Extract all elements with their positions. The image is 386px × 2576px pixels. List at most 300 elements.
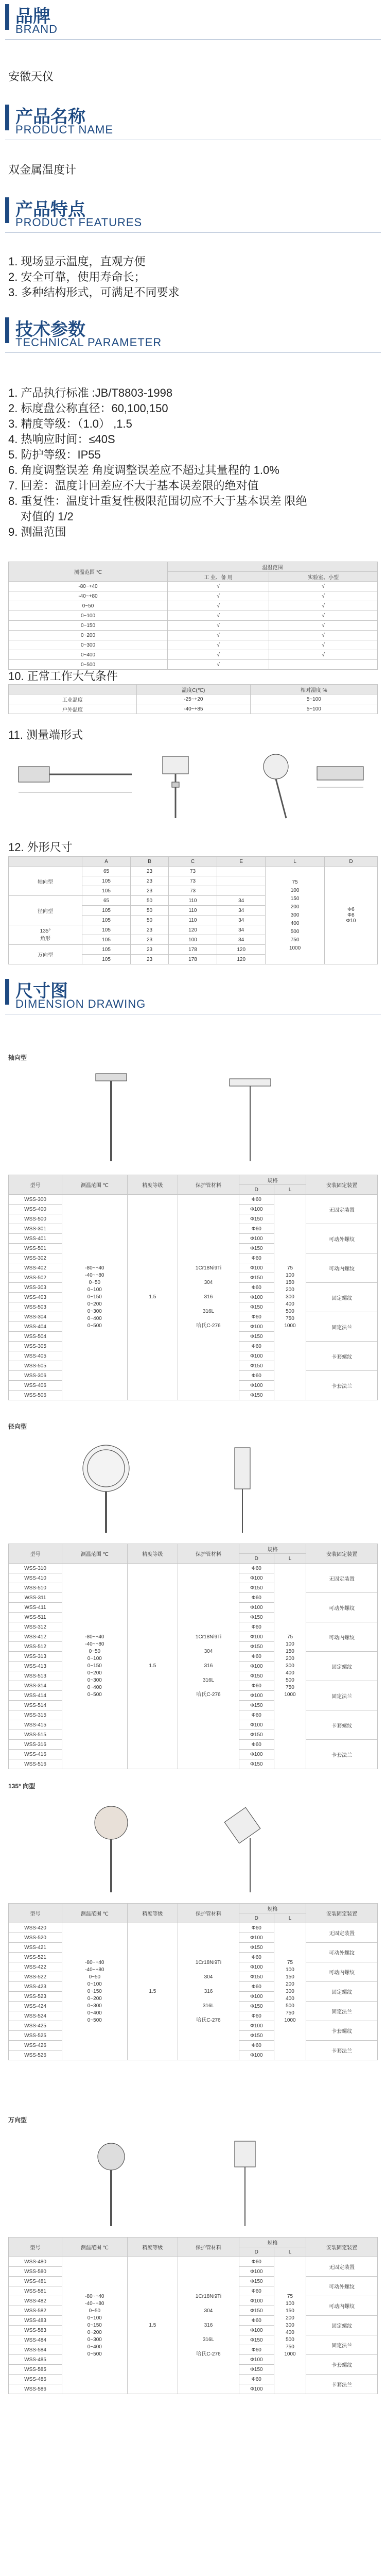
table-row: [9, 694, 378, 704]
dims-value: 50: [131, 906, 169, 916]
table-row: [9, 601, 378, 611]
model-code: WSS-411: [9, 1603, 62, 1613]
model-mount: 固定法兰: [306, 1312, 378, 1342]
tech-item: 6. 角度调整误差 角度调整误差应不超过其量程的 1.0%: [8, 464, 279, 477]
table-row: [9, 1195, 378, 1205]
model-diameter: Φ100: [239, 1632, 274, 1642]
model-diameter: Φ60: [239, 1371, 274, 1381]
model-diameter: Φ150: [239, 1972, 274, 1982]
model-diameter: Φ100: [239, 1720, 274, 1730]
model-diameter: Φ100: [239, 1933, 274, 1943]
model-diameter: Φ60: [239, 1564, 274, 1573]
model-code: WSS-485: [9, 2355, 62, 2365]
model-code: WSS-506: [9, 1391, 62, 1400]
model-diameter: Φ150: [239, 1273, 274, 1283]
tech-item: 1. 产品执行标准 :JB/T8803-1998: [8, 386, 173, 399]
model-diameter: Φ100: [239, 2267, 274, 2277]
env-humidity: 5~100: [250, 694, 377, 704]
model-diameter: Φ60: [239, 1982, 274, 1992]
dims-header: E: [217, 857, 266, 867]
model-diameter: Φ100: [239, 1293, 274, 1302]
model-code: WSS-425: [9, 2021, 62, 2031]
dims-value: 73: [168, 886, 217, 896]
industrial-mark: √: [168, 640, 269, 650]
model-code: WSS-301: [9, 1224, 62, 1234]
model-header: 规格: [239, 1175, 306, 1185]
model-code: WSS-582: [9, 2306, 62, 2316]
model-mount: 无固定装置: [306, 2257, 378, 2277]
env-humidity-header: 相对湿度 %: [250, 685, 377, 694]
range-value: 0~200: [9, 631, 168, 640]
model-length: 75 100 150 200 300 400 500 750 1000: [274, 2257, 306, 2394]
model-diameter: Φ150: [239, 1391, 274, 1400]
env-humidity: 5~100: [250, 704, 377, 714]
model-header: 精度等级: [127, 1544, 178, 1564]
model-code: WSS-514: [9, 1701, 62, 1710]
model-subheader: L: [274, 2247, 306, 2257]
product-name-title-en: PRODUCT NAME: [15, 123, 114, 136]
model-code: WSS-525: [9, 2031, 62, 2041]
model-diameter: Φ100: [239, 2296, 274, 2306]
model-subheader: D: [239, 2247, 274, 2257]
model-code: WSS-515: [9, 1730, 62, 1740]
model-diameter: Φ60: [239, 1253, 274, 1263]
table-row: [9, 1923, 378, 1933]
model-header: 测温范围 ℃: [62, 1175, 128, 1195]
model-code: WSS-310: [9, 1564, 62, 1573]
model-code: WSS-484: [9, 2335, 62, 2345]
model-header: 安装固定装置: [306, 1175, 378, 1195]
model-header: 测温范围 ℃: [62, 1904, 128, 1923]
table-row: [9, 2257, 378, 2267]
model-table: [8, 1175, 378, 1400]
lab-mark: √: [269, 601, 378, 611]
model-mount: 固定螺纹: [306, 2316, 378, 2335]
model-header: 测温范围 ℃: [62, 2238, 128, 2257]
model-subheader: D: [239, 1554, 274, 1564]
model-diameter: Φ60: [239, 2345, 274, 2355]
model-mount: 卡套螺纹: [306, 1710, 378, 1740]
model-length: 75 100 150 200 300 400 500 750 1000: [274, 1195, 306, 1400]
model-code: WSS-412: [9, 1632, 62, 1642]
model-diameter: Φ60: [239, 1652, 274, 1662]
model-diameter: Φ100: [239, 2384, 274, 2394]
model-code: WSS-401: [9, 1234, 62, 1244]
dims-value: 23: [131, 886, 169, 896]
model-length: 75 100 150 200 300 400 500 750 1000: [274, 1923, 306, 2060]
model-code: WSS-305: [9, 1342, 62, 1351]
model-code: WSS-585: [9, 2365, 62, 2375]
dims-value: 50: [131, 896, 169, 906]
model-mount: 无固定装置: [306, 1564, 378, 1593]
env-title: 10. 正常工作大气条件: [8, 670, 118, 683]
model-diameter: Φ150: [239, 1332, 274, 1342]
model-diameter: Φ150: [239, 2306, 274, 2316]
table-row: [9, 704, 378, 714]
model-mount: 可动外螺纹: [306, 1593, 378, 1622]
model-range: -80~+40 -40~+80 0~50 0~100 0~150 0~200 0~300 0~400 0~500: [62, 1195, 128, 1400]
dims-value: 73: [168, 876, 217, 886]
dims-value: 23: [131, 925, 169, 935]
model-diameter: Φ60: [239, 2316, 274, 2326]
lab-mark: √: [269, 650, 378, 660]
model-code: WSS-304: [9, 1312, 62, 1322]
model-diameter: Φ60: [239, 1953, 274, 1962]
model-diameter: Φ150: [239, 1943, 274, 1953]
thermometer-drawing: [8, 1792, 378, 1895]
model-diameter: Φ60: [239, 1283, 274, 1293]
model-material: 1Cr18Ni9Ti 304 316 316L 哈氏C-276: [178, 2257, 239, 2394]
product-name-section: [0, 100, 386, 176]
model-code: WSS-581: [9, 2286, 62, 2296]
drawing-heading: [0, 975, 386, 1011]
model-mount: 固定螺纹: [306, 1982, 378, 2002]
features-section: [0, 193, 386, 299]
lab-mark: √: [269, 640, 378, 650]
dims-value: 105: [82, 935, 130, 945]
model-range: -80~+40 -40~+80 0~50 0~100 0~150 0~200 0~300 0~400 0~500: [62, 2257, 128, 2394]
env-temp-header: 温度C(℃): [137, 685, 251, 694]
model-code: WSS-586: [9, 2384, 62, 2394]
model-table: [8, 2237, 378, 2394]
model-code: WSS-505: [9, 1361, 62, 1371]
dims-value: 105: [82, 886, 130, 896]
features-heading: [0, 193, 386, 229]
model-diameter: Φ60: [239, 2041, 274, 2050]
model-diameter: Φ100: [239, 1962, 274, 1972]
mount-forms-drawing: [8, 746, 378, 828]
model-code: WSS-402: [9, 1263, 62, 1273]
table-row: [9, 1564, 378, 1573]
model-code: WSS-423: [9, 1982, 62, 1992]
dims-value: 105: [82, 876, 130, 886]
env-temperature: -25~+20: [137, 694, 251, 704]
model-code: WSS-523: [9, 1992, 62, 2002]
range-value: 0~50: [9, 601, 168, 611]
model-mount: 可动外螺纹: [306, 1224, 378, 1253]
dims-header: L: [266, 857, 325, 867]
model-mount: 卡套螺纹: [306, 1342, 378, 1371]
range-value: 0~400: [9, 650, 168, 660]
range-value: 0~300: [9, 640, 168, 650]
model-table: [8, 1544, 378, 1769]
dims-value: 120: [168, 925, 217, 935]
thermometer-drawing: [8, 2126, 378, 2229]
drawing-title: 尺寸图: [15, 981, 68, 1001]
model-header: 规格: [239, 1904, 306, 1913]
model-header: 安装固定装置: [306, 1904, 378, 1923]
model-code: WSS-513: [9, 1671, 62, 1681]
env-temperature: -40~+85: [137, 704, 251, 714]
group-label: 轴向型: [8, 1054, 27, 1061]
thermometer-drawing: [8, 1063, 378, 1166]
tech-item: 8. 重复性：温度计重复性极限范围切应不大于基本误差 限绝: [8, 495, 307, 507]
model-diameter: Φ150: [239, 2365, 274, 2375]
industrial-mark: √: [168, 601, 269, 611]
features-title-en: PRODUCT FEATURES: [15, 216, 143, 229]
brand-title: 品牌: [15, 7, 50, 26]
dims-value: 34: [217, 916, 266, 925]
model-header: 型号: [9, 1175, 62, 1195]
model-diameter: Φ60: [239, 1710, 274, 1720]
model-code: WSS-312: [9, 1622, 62, 1632]
model-code: WSS-512: [9, 1642, 62, 1652]
range-value: 0~100: [9, 611, 168, 621]
dims-value: 23: [131, 867, 169, 876]
model-header: 型号: [9, 1544, 62, 1564]
dims-type-label: 径向型: [9, 896, 82, 925]
dims-value: 23: [131, 945, 169, 955]
dims-value: 23: [131, 955, 169, 964]
dims-header: B: [131, 857, 169, 867]
dims-value: 110: [168, 896, 217, 906]
group-label: 径向型: [8, 1423, 27, 1430]
model-header: 保护管材料: [178, 1175, 239, 1195]
model-mount: 卡套法兰: [306, 2375, 378, 2394]
model-diameter: Φ60: [239, 1740, 274, 1750]
dims-value: [217, 876, 266, 886]
thermometer-drawing: [8, 1432, 378, 1535]
model-mount: 可动内螺纹: [306, 1253, 378, 1283]
tech-item: 对值的 1/2: [21, 510, 74, 523]
brand-section: [0, 0, 386, 83]
model-subheader: D: [239, 1913, 274, 1923]
model-diameter: Φ100: [239, 2326, 274, 2335]
model-mount: 卡套法兰: [306, 2041, 378, 2060]
model-accuracy: 1.5: [127, 1923, 178, 2060]
model-code: WSS-413: [9, 1662, 62, 1671]
model-code: WSS-510: [9, 1583, 62, 1593]
model-mount: 可动内螺纹: [306, 1622, 378, 1652]
lab-mark: √: [269, 582, 378, 591]
model-header: 保护管材料: [178, 1904, 239, 1923]
model-diameter: Φ60: [239, 1312, 274, 1322]
tech-item: 9. 测温范围: [8, 526, 66, 538]
industrial-mark: √: [168, 631, 269, 640]
model-diameter: Φ100: [239, 1573, 274, 1583]
model-code: WSS-426: [9, 2041, 62, 2050]
model-code: WSS-315: [9, 1710, 62, 1720]
env-header: [9, 685, 137, 694]
tech-title-en: TECHNICAL PARAMETER: [15, 336, 162, 349]
mount-title: 11. 测量端形式: [8, 728, 83, 741]
model-table: [8, 1903, 378, 2060]
range-group-header: 温温范围: [168, 562, 378, 572]
model-diameter: Φ150: [239, 2002, 274, 2011]
tech-section: [0, 313, 386, 538]
model-mount: 固定螺纹: [306, 1283, 378, 1312]
model-code: WSS-516: [9, 1759, 62, 1769]
brand-value: 安徽天仪: [8, 70, 54, 83]
model-range: -80~+40 -40~+80 0~50 0~100 0~150 0~200 0~300 0~400 0~500: [62, 1564, 128, 1769]
model-code: WSS-303: [9, 1283, 62, 1293]
brand-heading: [0, 0, 386, 36]
model-mount: 卡套法兰: [306, 1371, 378, 1400]
model-code: WSS-486: [9, 2375, 62, 2384]
model-material: 1Cr18Ni9Ti 304 316 316L 哈氏C-276: [178, 1923, 239, 2060]
dims-header: A: [82, 857, 130, 867]
model-diameter: Φ100: [239, 1381, 274, 1391]
model-code: WSS-302: [9, 1253, 62, 1263]
model-code: WSS-511: [9, 1613, 62, 1622]
model-code: WSS-314: [9, 1681, 62, 1691]
model-mount: 卡套螺纹: [306, 2021, 378, 2041]
model-diameter: Φ150: [239, 1701, 274, 1710]
product-name-title: 产品名称: [15, 107, 85, 127]
model-code: WSS-414: [9, 1691, 62, 1701]
table-row: [9, 591, 378, 601]
model-mount: 固定法兰: [306, 2002, 378, 2021]
env-condition: 工业温度: [9, 694, 137, 704]
industrial-mark: √: [168, 621, 269, 631]
tech-heading: [0, 313, 386, 349]
model-diameter: Φ60: [239, 2011, 274, 2021]
tech-item: 2. 标度盘公称直径：60,100,150: [8, 402, 168, 415]
lab-mark: √: [269, 621, 378, 631]
model-code: WSS-482: [9, 2296, 62, 2306]
dims-value: 65: [82, 896, 130, 906]
model-diameter: Φ100: [239, 1263, 274, 1273]
dims-value: 23: [131, 876, 169, 886]
dims-value: 110: [168, 906, 217, 916]
model-code: WSS-483: [9, 2316, 62, 2326]
model-code: WSS-406: [9, 1381, 62, 1391]
table-row: [9, 631, 378, 640]
model-subheader: L: [274, 1185, 306, 1195]
model-diameter: Φ60: [239, 2286, 274, 2296]
model-subheader: D: [239, 1185, 274, 1195]
lab-mark: [269, 660, 378, 670]
model-code: WSS-311: [9, 1593, 62, 1603]
dims-value: 65: [82, 867, 130, 876]
model-subheader: L: [274, 1913, 306, 1923]
dims-value: 50: [131, 916, 169, 925]
industrial-mark: √: [168, 591, 269, 601]
model-diameter: Φ100: [239, 1691, 274, 1701]
model-header: 精度等级: [127, 1175, 178, 1195]
range-value: 0~500: [9, 660, 168, 670]
model-code: WSS-300: [9, 1195, 62, 1205]
model-diameter: Φ100: [239, 1992, 274, 2002]
table-row: [9, 621, 378, 631]
model-diameter: Φ100: [239, 1603, 274, 1613]
dims-value: 110: [168, 916, 217, 925]
dims-type-label: 万向型: [9, 945, 82, 964]
model-diameter: Φ60: [239, 1593, 274, 1603]
feature-item: 3. 多种结构形式，可满足不同要求: [8, 286, 180, 299]
model-code: WSS-521: [9, 1953, 62, 1962]
model-code: WSS-404: [9, 1322, 62, 1332]
model-code: WSS-522: [9, 1972, 62, 1982]
model-mount: 可动外螺纹: [306, 1943, 378, 1962]
lab-mark: √: [269, 591, 378, 601]
env-condition: 户外温度: [9, 704, 137, 714]
model-diameter: Φ60: [239, 1195, 274, 1205]
dims-header: D: [324, 857, 377, 867]
model-range: -80~+40 -40~+80 0~50 0~100 0~150 0~200 0~300 0~400 0~500: [62, 1923, 128, 2060]
model-mount: 无固定装置: [306, 1923, 378, 1943]
model-header: 精度等级: [127, 1904, 178, 1923]
dims-value: 105: [82, 955, 130, 964]
dims-type-label: 轴向型: [9, 867, 82, 896]
model-diameter: Φ60: [239, 2375, 274, 2384]
model-code: WSS-502: [9, 1273, 62, 1283]
dims-header: C: [168, 857, 217, 867]
dims-value: 34: [217, 925, 266, 935]
env-table: [8, 684, 378, 714]
tech-title: 技术参数: [15, 320, 85, 340]
brand-title-en: BRAND: [15, 23, 58, 36]
lab-mark: √: [269, 631, 378, 640]
tech-item: 3. 精度等级：（1.0） ,1.5: [8, 417, 132, 430]
range-value: -80~+40: [9, 582, 168, 591]
model-diameter: Φ100: [239, 1750, 274, 1759]
model-diameter: Φ150: [239, 2031, 274, 2041]
model-accuracy: 1.5: [127, 1564, 178, 1769]
model-diameter: Φ100: [239, 2355, 274, 2365]
model-diameter: Φ100: [239, 2021, 274, 2031]
model-mount: 可动外螺纹: [306, 2277, 378, 2296]
table-row: [9, 650, 378, 660]
model-diameter: Φ150: [239, 1583, 274, 1593]
model-diameter: Φ150: [239, 1361, 274, 1371]
model-mount: 可动内螺纹: [306, 2296, 378, 2316]
model-header: 规格: [239, 1544, 306, 1554]
model-code: WSS-584: [9, 2345, 62, 2355]
dims-value: 105: [82, 916, 130, 925]
model-code: WSS-500: [9, 1214, 62, 1224]
dims-value: [217, 886, 266, 896]
model-header: 测温范围 ℃: [62, 1544, 128, 1564]
dims-value: 34: [217, 906, 266, 916]
model-diameter: Φ60: [239, 1224, 274, 1234]
tech-list: [8, 385, 307, 540]
model-header: 保护管材料: [178, 2238, 239, 2257]
model-header: 精度等级: [127, 2238, 178, 2257]
model-accuracy: 1.5: [127, 2257, 178, 2394]
dims-header: [9, 857, 82, 867]
range-industrial-header: 工 业、备 用: [168, 572, 269, 582]
model-diameter: Φ100: [239, 1205, 274, 1214]
model-diameter: Φ150: [239, 1759, 274, 1769]
range-table: [8, 562, 378, 670]
dims-value: [217, 867, 266, 876]
model-diameter: Φ60: [239, 2257, 274, 2267]
tech-item: 7. 回差：温度计回差应不大于基本误差限的绝对值: [8, 479, 259, 492]
model-diameter: Φ150: [239, 1730, 274, 1740]
model-mount: 无固定装置: [306, 1195, 378, 1224]
model-code: WSS-480: [9, 2257, 62, 2267]
model-diameter: Φ150: [239, 1642, 274, 1652]
range-lab-header: 实验室、小型: [269, 572, 378, 582]
dims-value: 105: [82, 945, 130, 955]
industrial-mark: √: [168, 582, 269, 591]
model-diameter: Φ100: [239, 1322, 274, 1332]
model-code: WSS-316: [9, 1740, 62, 1750]
model-mount: 卡套法兰: [306, 1740, 378, 1769]
model-mount: 固定螺纹: [306, 1652, 378, 1681]
model-code: WSS-504: [9, 1332, 62, 1342]
table-row: [9, 582, 378, 591]
model-code: WSS-424: [9, 2002, 62, 2011]
model-mount: 固定法兰: [306, 1681, 378, 1710]
dims-type-label: 135° 角形: [9, 925, 82, 945]
model-code: WSS-313: [9, 1652, 62, 1662]
model-diameter: Φ150: [239, 2277, 274, 2286]
model-code: WSS-405: [9, 1351, 62, 1361]
product-name-heading: [0, 100, 386, 137]
model-diameter: Φ150: [239, 1302, 274, 1312]
